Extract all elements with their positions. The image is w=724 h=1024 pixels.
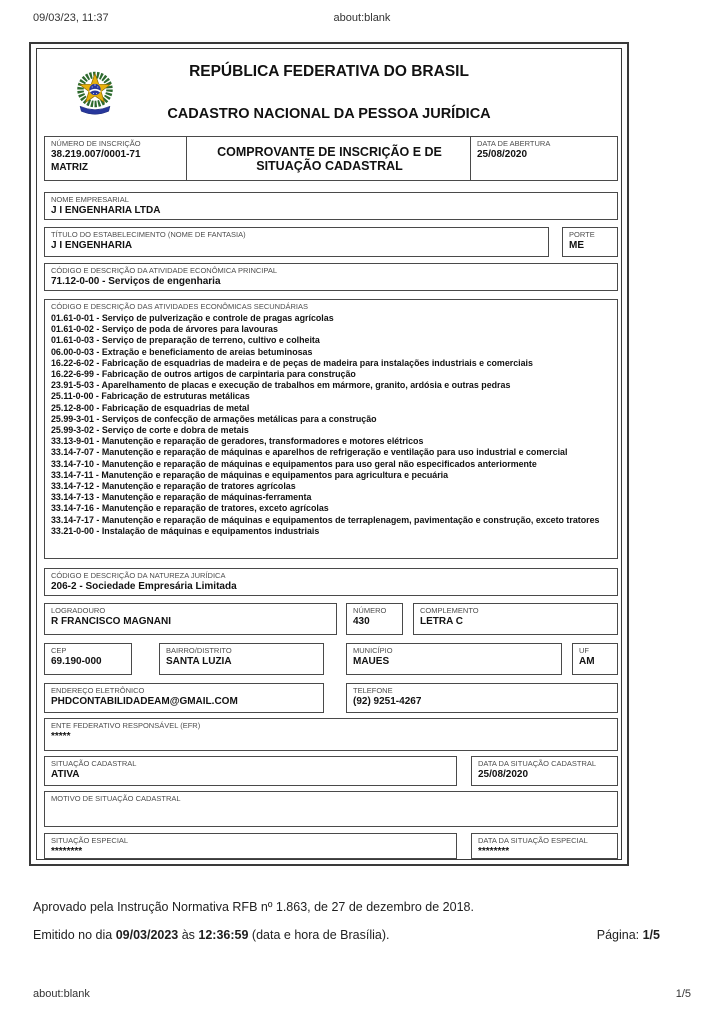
field-label: CÓDIGO E DESCRIÇÃO DA ATIVIDADE ECONÔMICA PRINCIPAL — [51, 266, 278, 275]
field-label: TÍTULO DO ESTABELECIMENTO (NOME DE FANTASIA) — [51, 230, 246, 239]
district-value: SANTA LUZIA — [166, 656, 232, 667]
activity-item: 33.14-7-12 - Manutenção e reparação de tratores agrícolas — [51, 481, 296, 492]
field-efr — [44, 718, 618, 751]
main-activity-value: 71.12-0-00 - Serviços de engenharia — [51, 276, 221, 287]
activity-item: 25.99-3-01 - Serviços de confecção de armações metálicas para a construção — [51, 413, 377, 424]
efr-value: ***** — [51, 731, 71, 742]
issued-suffix: (data e hora de Brasília). — [248, 928, 390, 942]
activity-item: 33.14-7-10 - Manutenção e reparação de máquinas e equipamentos para uso geral não especificados anteriormente — [51, 458, 537, 469]
activity-item: 33.14-7-11 - Manutenção e reparação de máquinas e equipamentos para agricultura e pecuária — [51, 469, 449, 480]
activity-item: 25.11-0-00 - Fabricação de estruturas metálicas — [51, 391, 250, 402]
field-email — [44, 683, 324, 713]
issued-note — [33, 928, 390, 942]
field-label: CEP — [51, 646, 67, 655]
field-label: COMPLEMENTO — [420, 606, 479, 615]
phone-value: (92) 9251-4267 — [353, 696, 422, 707]
field-number — [346, 603, 403, 635]
field-label: SITUAÇÃO ESPECIAL — [51, 836, 129, 845]
page-indicator — [597, 928, 660, 942]
field-label: TELEFONE — [353, 686, 393, 695]
opening-date-value: 25/08/2020 — [477, 149, 528, 160]
special-status-date-value: ******** — [478, 846, 510, 857]
print-footer-page-number: 1/5 — [675, 988, 691, 1000]
field-phone — [346, 683, 618, 713]
special-status-value: ******** — [51, 846, 83, 857]
field-label: NÚMERO — [353, 606, 387, 615]
activity-item: 16.22-6-99 - Fabricação de outros artigos de carpintaria para construção — [51, 369, 356, 380]
field-registration-status-date — [471, 756, 618, 786]
field-label: BAIRRO/DISTRITO — [166, 646, 232, 655]
activity-item: 16.22-6-02 - Fabricação de esquadrias de madeira e de peças de madeira para instalações industriais e comerciais — [51, 357, 533, 368]
print-header-datetime: 09/03/23, 11:37 — [33, 12, 109, 24]
city-value: MAUES — [353, 656, 390, 667]
legal-nature-value: 206-2 - Sociedade Empresária Limitada — [51, 581, 237, 592]
field-street — [44, 603, 337, 635]
activity-item: 01.61-0-01 - Serviço de pulverização e controle de pragas agrícolas — [51, 313, 334, 323]
unit-type-value: MATRIZ — [51, 162, 89, 173]
field-label: DATA DA SITUAÇÃO CADASTRAL — [478, 759, 597, 768]
field-label: MOTIVO DE SITUAÇÃO CADASTRAL — [51, 794, 181, 803]
company-size-value: ME — [569, 240, 584, 251]
trade-name-value: J I ENGENHARIA — [51, 240, 133, 251]
field-label: CÓDIGO E DESCRIÇÃO DA NATUREZA JURÍDICA — [51, 571, 226, 580]
issued-time: 12:36:59 — [198, 928, 249, 942]
company-name-value: J I ENGENHARIA LTDA — [51, 205, 161, 216]
certificate-outer-frame — [29, 42, 629, 866]
print-header-title: about:blank — [333, 12, 391, 24]
field-trade-name — [44, 227, 549, 257]
field-registration-status — [44, 756, 457, 786]
field-special-status — [44, 833, 457, 859]
document-title-republic: REPÚBLICA FEDERATIVA DO BRASIL — [189, 63, 469, 80]
activity-item: 33.14-7-07 - Manutenção e reparação de máquinas e aparelhos de refrigeração e ventilação para uso industrial e comercial — [51, 447, 568, 458]
registration-status-value: ATIVA — [51, 769, 80, 780]
state-value: AM — [579, 656, 595, 667]
registration-status-date-value: 25/08/2020 — [478, 769, 529, 780]
page-indicator-value: 1/5 — [642, 928, 660, 942]
page-indicator-label: Página: — [596, 928, 643, 942]
approval-note: Aprovado pela Instrução Normativa RFB nº 1.863, de 27 de dezembro de 2018. — [33, 900, 474, 914]
field-label: NÚMERO DE INSCRIÇÃO — [51, 139, 141, 148]
field-cep — [44, 643, 132, 675]
field-city — [346, 643, 562, 675]
activity-item: 06.00-0-03 - Extração e beneficiamento de areias betuminosas — [51, 346, 313, 357]
field-company-name — [44, 192, 618, 220]
field-label: PORTE — [569, 230, 595, 239]
cep-value: 69.190-000 — [51, 656, 102, 667]
document-title-cnpj: CADASTRO NACIONAL DA PESSOA JURÍDICA — [167, 106, 491, 122]
field-legal-nature — [44, 568, 618, 596]
activity-item: 01.61-0-02 - Serviço de poda de árvores para lavouras — [51, 324, 278, 335]
field-status-reason — [44, 791, 618, 827]
field-label: SITUAÇÃO CADASTRAL — [51, 759, 137, 768]
activity-item: 33.21-0-00 - Instalação de máquinas e equipamentos industriais — [51, 525, 320, 536]
field-label: LOGRADOURO — [51, 606, 106, 615]
number-value: 430 — [353, 616, 370, 627]
field-opening-date — [471, 136, 618, 181]
activity-item: 33.13-9-01 - Manutenção e reparação de geradores, transformadores e motores elétricos — [51, 436, 424, 447]
field-label: ENTE FEDERATIVO RESPONSÁVEL (EFR) — [51, 721, 201, 730]
field-inscription-number — [44, 136, 187, 181]
secondary-activities-list — [51, 313, 613, 537]
print-footer-url: about:blank — [33, 988, 90, 1000]
field-district — [159, 643, 324, 675]
certificate-inner-frame — [36, 48, 622, 860]
activity-item: 01.61-0-03 - Serviço de preparação de terreno, cultivo e colheita — [51, 335, 320, 346]
header-strip — [44, 136, 618, 181]
field-label: UF — [579, 646, 589, 655]
field-label: ENDEREÇO ELETRÔNICO — [51, 686, 145, 695]
inscription-number-value: 38.219.007/0001-71 — [51, 149, 141, 160]
activity-item: 25.12-8-00 - Fabricação de esquadrias de metal — [51, 402, 250, 413]
email-value: PHDCONTABILIDADEAM@GMAIL.COM — [51, 696, 238, 707]
field-label: NOME EMPRESARIAL — [51, 195, 129, 204]
field-label: DATA DE ABERTURA — [477, 139, 551, 148]
field-company-size — [562, 227, 618, 257]
issued-middle: às — [178, 928, 199, 942]
activity-item: 23.91-5-03 - Aparelhamento de placas e execução de trabalhos em mármore, granito, ardósia e outras pedras — [51, 380, 511, 391]
issued-date: 09/03/2023 — [115, 928, 179, 942]
street-value: R FRANCISCO MAGNANI — [51, 616, 171, 627]
activity-item: 33.14-7-17 - Manutenção e reparação de máquinas e equipamentos de terraplenagem, pavimentação e construção, exceto tratores — [51, 514, 600, 525]
activity-item: 25.99-3-02 - Serviço de corte e dobra de metais — [51, 425, 249, 436]
activity-item: 33.14-7-16 - Manutenção e reparação de tratores, exceto agrícolas — [51, 503, 329, 514]
field-state — [572, 643, 618, 675]
issued-prefix: Emitido no dia — [33, 928, 116, 942]
field-label: MUNICÍPIO — [353, 646, 393, 655]
field-complement — [413, 603, 618, 635]
complement-value: LETRA C — [420, 616, 463, 627]
field-label: CÓDIGO E DESCRIÇÃO DAS ATIVIDADES ECONÔMICAS SECUNDÁRIAS — [51, 302, 308, 311]
field-label: DATA DA SITUAÇÃO ESPECIAL — [478, 836, 588, 845]
field-main-activity — [44, 263, 618, 291]
field-secondary-activities — [44, 299, 618, 559]
activity-item: 33.14-7-13 - Manutenção e reparação de máquinas-ferramenta — [51, 492, 312, 503]
field-special-status-date — [471, 833, 618, 859]
certificate-title: COMPROVANTE DE INSCRIÇÃO E DE SITUAÇÃO CADASTRAL — [187, 136, 471, 181]
